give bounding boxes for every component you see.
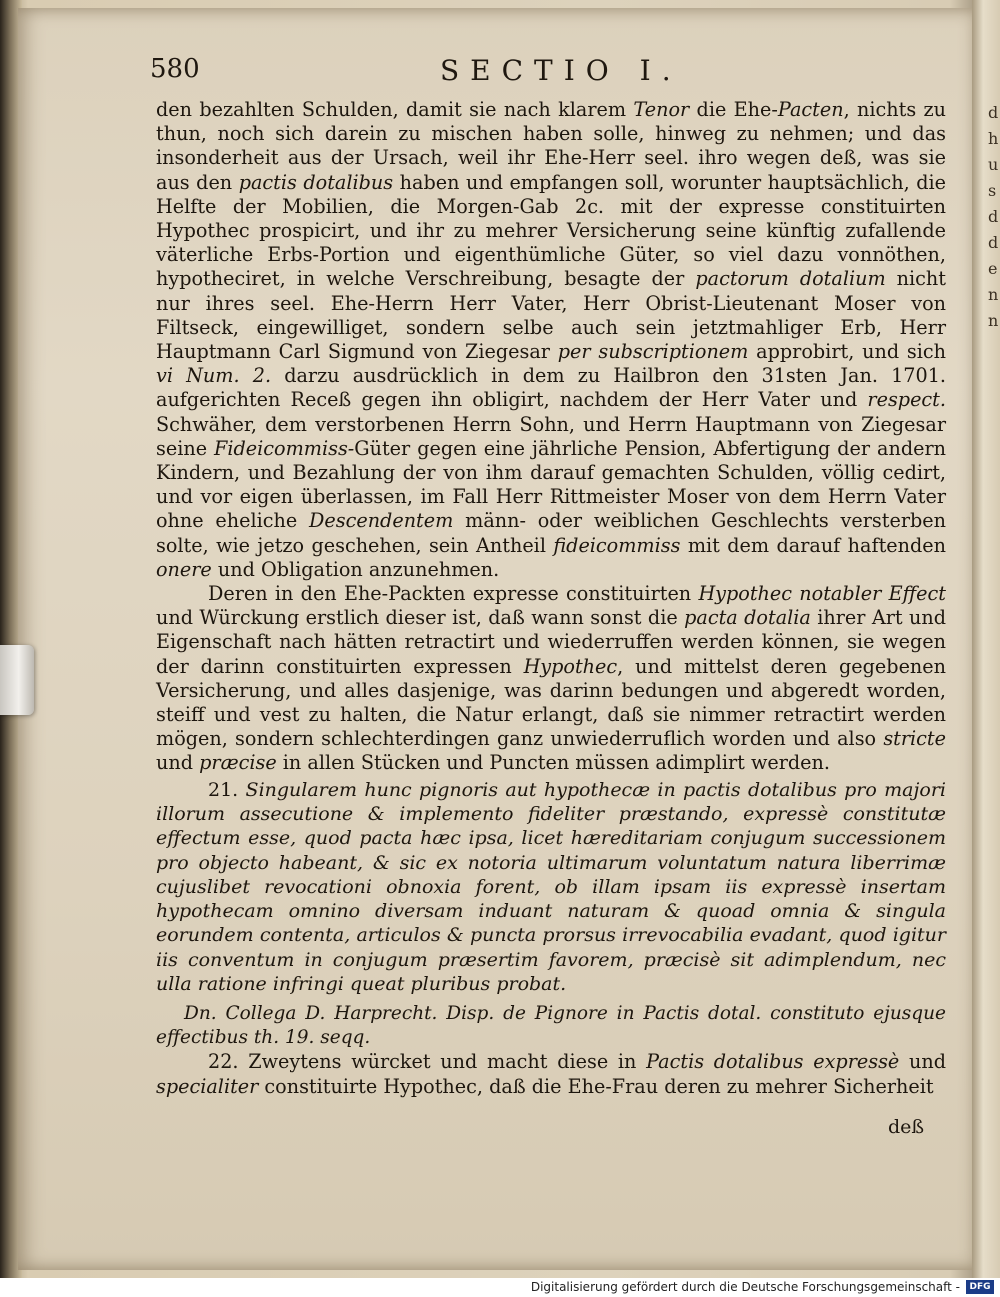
latin-term: Fideicommiss- [214, 436, 355, 460]
text-run: haben und empfangen soll, worunter hauptsächlich, die Helfte der Mobilien, die Morgen-Gab 2c. mit der expresse constituirten Hypothec prospicirt, und ihr zu mehrer Versicherung seine künftig zufallende väterliche Erbs-Portion und eigenthümliche Güter, so viel dazu vonnöthen, hypotheciret, in welche Verschreibung, besagte der [156, 170, 946, 291]
text-run: constituirte Hypothec, daß die Ehe-Frau deren zu mehrer Sicherheit [258, 1074, 934, 1098]
text-run: mit dem darauf haftenden [680, 533, 946, 557]
latin-term: Pactis dotalibus expressè [646, 1050, 900, 1074]
latin-term: Pacten [777, 98, 844, 121]
text-run: und Obligation anzunehmen. [211, 557, 500, 581]
latin-term: onere [156, 557, 212, 581]
latin-term: vi Num. 2. [156, 364, 272, 388]
german-indented-paragraph [156, 582, 946, 776]
latin-text: Singularem hunc pignoris aut hypothecæ in pactis dotalibus pro majori illorum assecutione & implemento fideliter præstando, expressè constitutæ effectum esse, quod pacta hæc ipsa, licet hæreditariam conjugum successionem pro objecto habeant, & sic ex notoria ultimarum voluntatum natura liberrimæ cujuslibet revocationi obnoxia forent, ob illam ipsam iis expressè insertam hypothecam omnino diversam induant naturam & quoad omnia & singula eorundem contenta, articulos & puncta prorsus irrevocabilia evadant, quod igitur iis conventum in conjugum præsertim favorem, præcisè sit adimplendum, nec ulla ratione infringi queat pluribus probat. [156, 778, 946, 996]
latin-term: pacta dotalia [684, 606, 811, 630]
latin-term: Hypothec notabler Effect [698, 582, 946, 606]
text-run: ihrer Art und Eigenschaft nach hätten retractirt und wiederruffen werden können, sie wegen der darinn constituirten expressen [156, 606, 947, 678]
facing-page-margin-letters [988, 100, 1000, 334]
page-clip [0, 645, 34, 715]
latin-term: stricte [883, 727, 946, 751]
text-run: nicht nur ihres seel. Ehe-Herrn Herr Vater, Herr Obrist-Lieutenant Moser von Filtseck, eingewilliget, sondern selbe auch sein jetztmahliger Erb, Herr Hauptmann Carl Sigmund von Ziegesar [156, 267, 946, 364]
text-run: Deren in den Ehe-Packten expresse constituirten [208, 582, 699, 606]
body-text [156, 98, 946, 1099]
margin-letter: e [988, 259, 998, 278]
latin-paragraph [156, 778, 946, 997]
margin-letter: d [988, 207, 999, 226]
catchword: deß [888, 1116, 925, 1138]
text-run: und [156, 751, 200, 775]
margin-letter: d [988, 233, 999, 252]
text-run: Zweytens würcket und macht diese in [248, 1050, 647, 1074]
dfg-logo: DFG [966, 1280, 994, 1294]
margin-letter: n [988, 285, 999, 304]
paragraph-number: 22. [208, 1050, 249, 1074]
latin-term: præcise [199, 751, 277, 775]
text-run: , nichts zu thun, noch sich darein zu mischen haben solle, hinweg zu nehmen; und das insonderheit aus der Ursach, weil ihr Ehe-Herr seel. ihro wegen deß, was sie aus den [156, 98, 947, 194]
text-run: , und mittelst deren gegebenen Versicherung, und alles dasjenige, was darinn bedungen und abgeredt worden, steiff und vest zu halten, die Natur erlangt, daß sie nimmer retractirt werden mögen, sondern schlechterdingen ganz unwiederruflich worden und also [156, 654, 946, 751]
page-number: 580 [150, 54, 200, 84]
page-header [150, 52, 940, 96]
margin-letter: s [988, 181, 997, 200]
german-paragraph [156, 98, 946, 582]
digitization-footer [0, 1278, 1000, 1297]
latin-term: Hypothec [523, 654, 618, 678]
text-run: und [899, 1050, 947, 1074]
footer-credit: Digitalisierung gefördert durch die Deutsche Forschungsgemeinschaft - [530, 1280, 960, 1294]
margin-letter: d [988, 103, 999, 122]
latin-term: pactorum dotalium [695, 267, 886, 291]
text-run: die Ehe- [689, 98, 778, 121]
paragraph-number: 21. [208, 778, 246, 801]
text-run: in allen Stücken und Puncten müssen adimplirt werden. [276, 751, 830, 775]
citation: Dn. Collega D. Harprecht. Disp. de Pignore in Pactis dotal. constituto ejusque effectibus th. 19. seqq. [156, 1003, 946, 1049]
latin-term: Tenor [633, 98, 690, 121]
text-run: männ- oder weiblichen Geschlechts versterben solte, wie jetzo geschehen, sein Antheil [156, 509, 946, 557]
margin-letter: n [988, 311, 999, 330]
margin-letter: h [988, 129, 999, 148]
latin-term: specialiter [156, 1074, 259, 1098]
margin-letter: u [988, 155, 999, 174]
latin-term: respect. [867, 388, 946, 412]
text-run: Güter gegen eine jährliche Pension, Abfertigung der andern Kindern, und Bezahlung der von ihm darauf gemachten Schulden, völlig cedirt, und vor eigen überlassen, im Fall Herr Rittmeister Moser von dem Herrn Vater ohne eheliche [156, 436, 947, 533]
latin-term: per subscriptionem [557, 340, 749, 364]
text-run: Schwäher, dem verstorbenen Herrn Sohn, und Herrn Hauptmann von Ziegesar seine [156, 412, 946, 460]
text-run: und Würckung erstlich dieser ist, daß wann sonst die [156, 606, 685, 630]
text-run: approbirt, und sich [748, 340, 946, 364]
latin-term: Descendentem [309, 509, 454, 533]
text-run: darzu ausdrücklich in dem zu Hailbron den 31sten Jan. 1701. aufgerichten Receß gegen ihn obligirt, nachdem der Herr Vater und [156, 364, 947, 412]
german-indented-paragraph [156, 1050, 946, 1098]
latin-term: fideicommiss [553, 533, 681, 557]
latin-term: pactis dotalibus [238, 170, 394, 194]
text-run: den bezahlten Schulden, damit sie nach klarem [156, 98, 634, 121]
running-title: SECTIO I. [440, 54, 682, 87]
